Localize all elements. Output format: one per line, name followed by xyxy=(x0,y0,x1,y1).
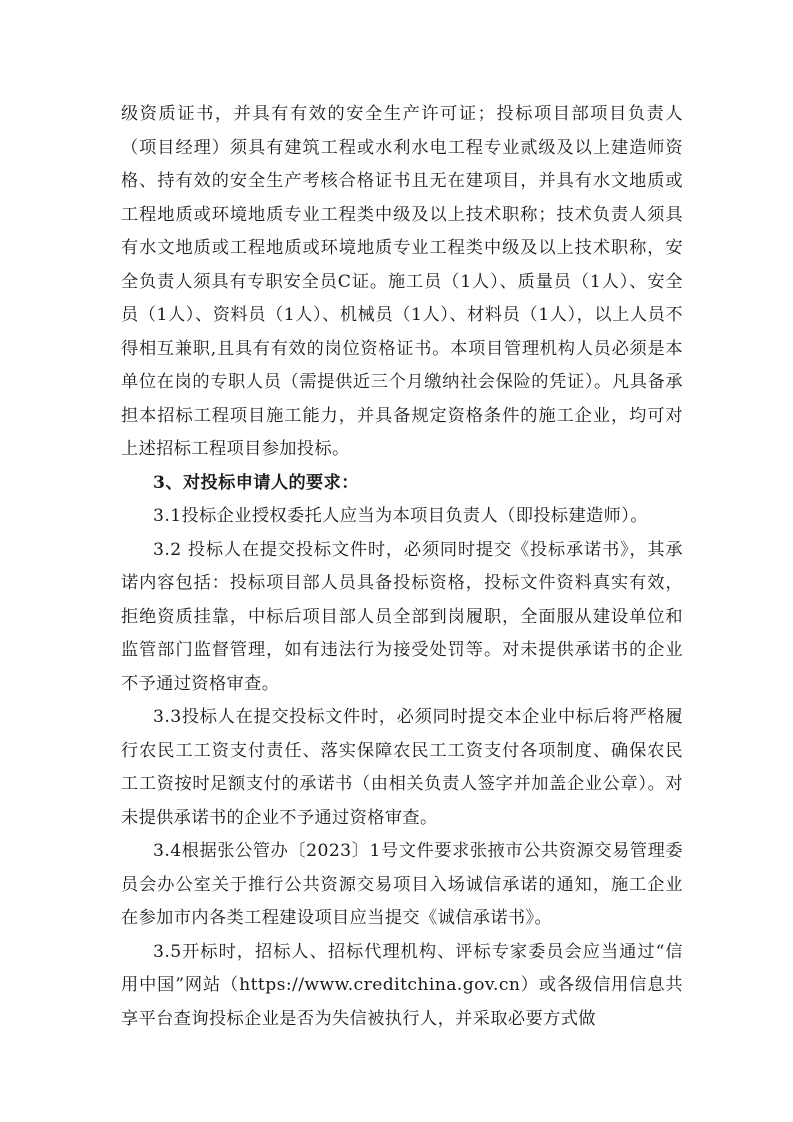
paragraph-3-5: 3.5开标时，招标人、招标代理机构、评标专家委员会应当通过“信用中国”网站（https://www.creditchina.gov.cn）或各级信用信息共享平台查询投标企业是否为失信被执行人，并采取必要方式做 xyxy=(121,941,683,1029)
paragraph-3-3: 3.3投标人在提交投标文件时，必须同时提交本企业中标后将严格履行农民工工资支付责任、落实保障农民工工资支付各项制度、确保农民工工资按时足额支付的承诺书（由相关负责人签字并加盖企业公章）。对未提供承诺书的企业不予通过资格审查。 xyxy=(121,707,683,828)
section-heading-bidder-requirements: 3、对投标申请人的要求： xyxy=(153,472,359,493)
paragraph-qualification-continued: 级资质证书，并具有有效的安全生产许可证；投标项目部项目负责人（项目经理）须具有建筑工程或水利水电工程专业贰级及以上建造师资格、持有效的安全生产考核合格证书且无在建项目，并具有水文地质或工程地质或环境地质专业工程类中级及以上技术职称；技术负责人须具有水文地质或工程地质或环境地质专业工程类中级及以上技术职称，安全负责人须具有专职安全员C证。施工员（1人）、质量员（1人）、安全员（1人）、资料员（1人）、机械员（1人）、材料员（1人），以上人员不得相互兼职,且具有有效的岗位资格证书。本项目管理机构人员必须是本单位在岗的专职人员（需提供近三个月缴纳社会保险的凭证）。凡具备承担本招标工程项目施工能力，并具备规定资格条件的施工企业，均可对上述招标工程项目参加投标。 xyxy=(121,104,683,459)
document-body xyxy=(121,98,683,1036)
paragraph-3-4: 3.4根据张公管办〔2023〕1号文件要求张掖市公共资源交易管理委员会办公室关于推行公共资源交易项目入场诚信承诺的通知，施工企业在参加市内各类工程建设项目应当提交《诚信承诺书》。 xyxy=(121,841,683,928)
paragraph-3-2: 3.2 投标人在提交投标文件时，必须同时提交《投标承诺书》，其承诺内容包括：投标项目部人员具备投标资格，投标文件资料真实有效，拒绝资质挂靠，中标后项目部人员全部到岗履职，全面服从建设单位和监管部门监督管理，如有违法行为接受处罚等。对未提供承诺书的企业不予通过资格审查。 xyxy=(121,539,683,694)
paragraph-3-1: 3.1投标企业授权委托人应当为本项目负责人（即投标建造师）。 xyxy=(153,506,648,526)
